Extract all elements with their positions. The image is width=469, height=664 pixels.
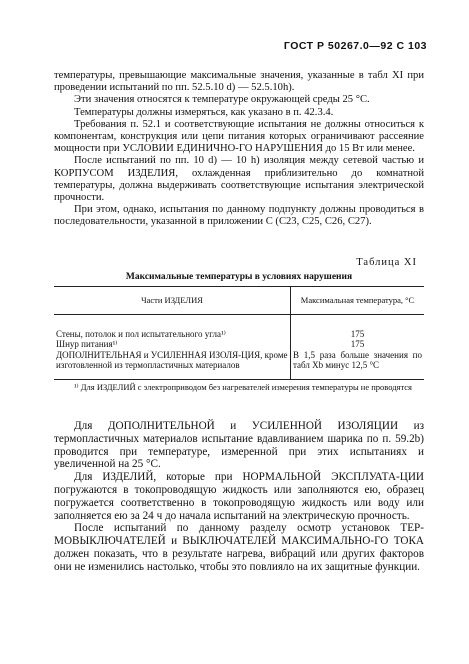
table-label: Таблица XI <box>356 257 417 268</box>
table-row <box>54 350 424 380</box>
table-cell-temp: В 1,5 раза больше значения по табл Хb минус 12,5 °С <box>291 350 425 380</box>
table-cell-temp: 175 <box>350 328 365 339</box>
paragraph: Требования п. 52.1 и соответствующие испытания не должны относиться к компонентам, конструкция или цепи питания которых ограничивают рассеяние мощности при УСЛОВИИ ЕДИНИЧНО-ГО НАРУШЕНИЯ до 15 Вт или менее. <box>54 118 424 155</box>
table-header-temperature: Максимальная температура, °С <box>291 287 425 315</box>
paragraph: При этом, однако, испытания по данному подпункту должны проводиться в последовательности, указанной в приложении С (С23, С25, С26, С27). <box>54 204 424 228</box>
paragraph: температуры, превышающие максимальные значения, указанные в табл XI при проведении испытаний по пп. 52.5.10 d) — 52.5.10h). <box>54 70 424 94</box>
paragraph: После испытаний по данному разделу осмотр установок ТЕР-МОВЫКЛЮЧАТЕЛЕЙ и ВЫКЛЮЧАТЕЛЕЙ МАКСИМАЛЬНО-ГО ТОКА должен показать, что в результате нагрева, вибраций или других факторов они не изменились настолько, чтобы это повлияло на их защитные функции. <box>54 522 424 573</box>
table-footnote: ¹⁾ Для ИЗДЕЛИЙ с электроприводом без нагревателей измерения температуры не проводятся <box>74 382 412 392</box>
table-cell-part: Стены, потолок и пол испытательного угла¹⁾ <box>54 314 291 339</box>
paragraph: Температуры должны измеряться, как указано в п. 42.3.4. <box>74 106 334 118</box>
table-row <box>54 339 424 350</box>
table-row <box>54 314 424 339</box>
paragraph: Для ИЗДЕЛИЙ, которые при НОРМАЛЬНОЙ ЭКСПЛУАТА-ЦИИ погружаются в токопроводящую жидкость или заполняются ею, образец погружается соответственно в токопроводящую жидкость или воду или заполняется ею за 24 ч до начала испытаний на электрическую прочность. <box>54 471 424 522</box>
temperature-table <box>54 286 424 380</box>
table-title: Максимальные температуры в условиях нарушения <box>125 272 353 282</box>
paragraph: После испытаний по пп. 10 d) — 10 h) изоляция между сетевой частью и КОРПУСОМ ИЗДЕЛИЯ, охлажденная приблизительно до комнатной температуры, должна выдерживать соответствующие испытания электрической прочности. <box>54 155 424 204</box>
table-cell-temp: 175 <box>350 339 365 349</box>
text-block-top <box>54 70 424 229</box>
table-header-parts: Части ИЗДЕЛИЯ <box>54 287 291 315</box>
table-cell-part: Шнур питания¹⁾ <box>54 339 291 350</box>
paragraph: Для ДОПОЛНИТЕЛЬНОЙ и УСИЛЕННОЙ ИЗОЛЯЦИИ из термопластичных материалов испытание вдавливанием шарика по п. 59.2b) проводится при температуре, измеренной при этих испытаниях и увеличенной на 25 °С. <box>54 420 424 471</box>
page-header: ГОСТ Р 50267.0—92 С 103 <box>283 40 427 52</box>
table-cell-part: ДОПОЛНИТЕЛЬНАЯ и УСИЛЕННАЯ ИЗОЛЯ-ЦИЯ, кроме изготовленной из термопластичных материалов <box>54 350 291 380</box>
paragraph: Эти значения относятся к температуре окружающей среды 25 °С. <box>74 94 370 106</box>
text-block-bottom <box>54 420 424 574</box>
